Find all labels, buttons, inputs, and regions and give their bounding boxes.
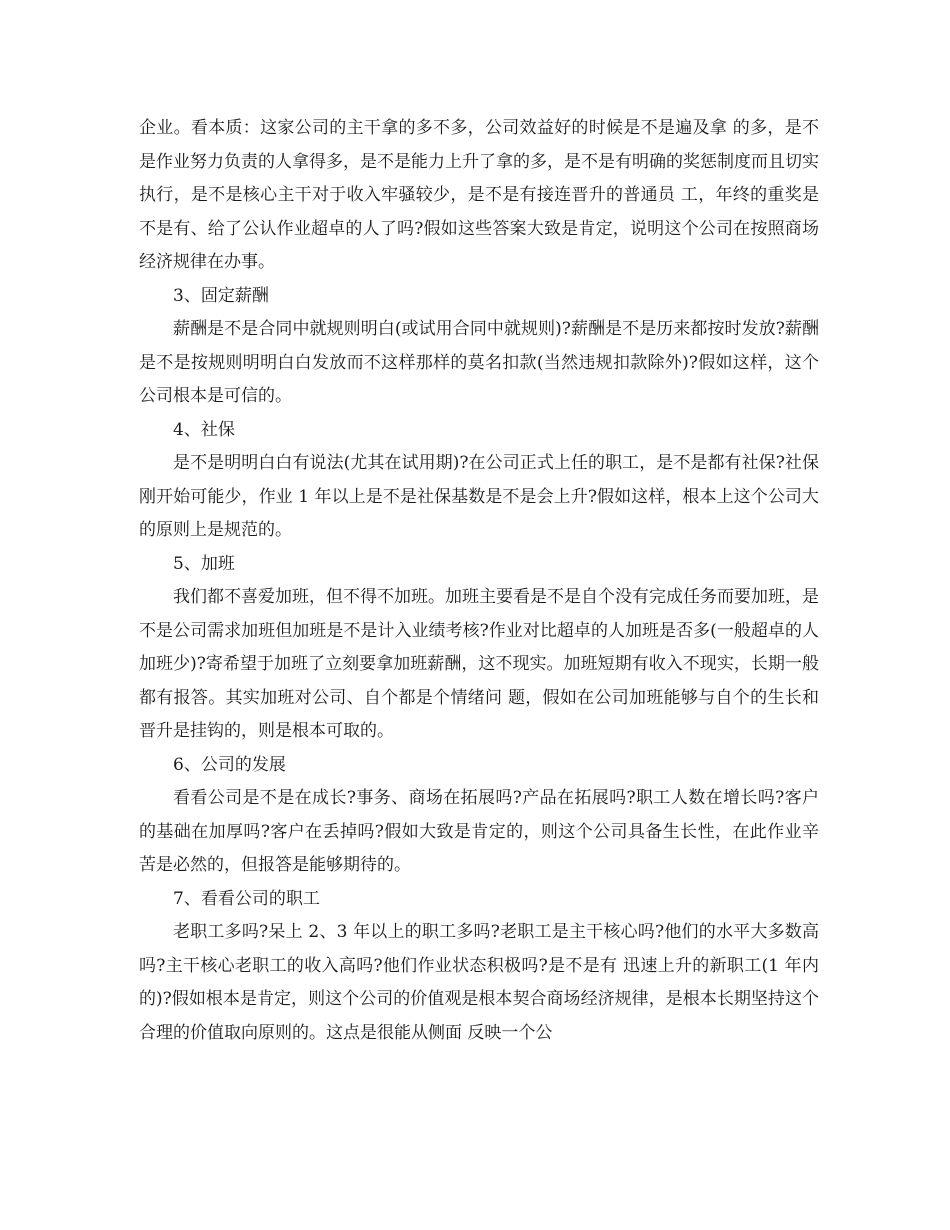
- section-heading-fixed-salary: 3、固定薪酬: [173, 285, 269, 306]
- section-heading-social-insurance: 4、社保: [173, 419, 235, 440]
- section-heading-overtime: 5、加班: [173, 553, 235, 574]
- paragraph-social-insurance: 是不是明明白白有说法(尤其在试用期)?在公司正式上任的职工，是不是都有社保?社保刚开始可能少，作业 1 年以上是不是社保基数是不是会上升?假如这样，根本上这个公司大的原则上是规范的。: [139, 453, 819, 540]
- paragraph-overtime: 我们都不喜爱加班，但不得不加班。加班主要看是不是自个没有完成任务而要加班，是不是公司需求加班但加班是不是计入业绩考核?作业对比超卓的人加班是否多(一般超卓的人加班少)?寄希望于加班了立刻要拿加班薪酬，这不现实。加班短期有收入不现实，长期一般都有报答。其实加班对公司、自个都是个情绪问 题，假如在公司加班能够与自个的生长和晋升是挂钩的，则是根本可取的。: [139, 587, 819, 741]
- section-heading-company-employees: 7、看看公司的职工: [173, 888, 320, 909]
- paragraph-company-development: 看看公司是不是在成长?事务、商场在拓展吗?产品在拓展吗?职工人数在增长吗?客户的基础在加厚吗?客户在丢掉吗?假如大致是肯定的，则这个公司具备生长性，在此作业辛苦是必然的，但报答是能够期待的。: [139, 788, 819, 875]
- document-page: [139, 112, 819, 1050]
- section-heading-company-development: 6、公司的发展: [173, 754, 286, 775]
- paragraph-fixed-salary: 薪酬是不是合同中就规则明白(或试用合同中就规则)?薪酬是不是历来都按时发放?薪酬是不是按规则明明白白发放而不这样那样的莫名扣款(当然违规扣款除外)?假如这样，这个公司根本是可信的。: [139, 319, 819, 406]
- paragraph-company-employees: 老职工多吗?呆上 2、3 年以上的职工多吗?老职工是主干核心吗?他们的水平大多数高吗?主干核心老职工的收入高吗?他们作业状态积极吗?是不是有 迅速上升的新职工(1 年内的)?假如根本是肯定，则这个公司的价值观是根本契合商场经济规律，是根本长期坚持这个合理的价值取向原则的。这点是很能从侧面 反映一个公: [139, 922, 819, 1043]
- paragraph-continuation: 企业。看本质：这家公司的主干拿的多不多，公司效益好的时候是不是遍及拿 的多，是不是作业努力负责的人拿得多，是不是能力上升了拿的多，是不是有明确的奖惩制度而且切实执行，是不是核心主干对于收入牢骚较少，是不是有接连晋升的普通员 工，年终的重奖是不是有、给了公认作业超卓的人了吗?假如这些答案大致是肯定，说明这个公司在按照商场经济规律在办事。: [139, 118, 819, 272]
